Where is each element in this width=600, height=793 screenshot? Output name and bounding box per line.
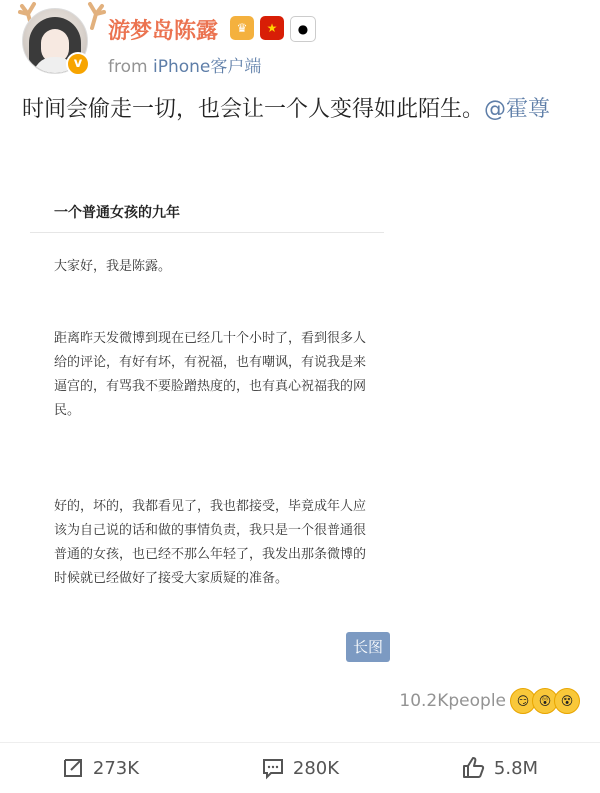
reaction-count: 10.2Kpeople (399, 691, 506, 711)
card-title: 一个普通女孩的九年 (54, 205, 180, 221)
comment-count: 280K (292, 757, 340, 779)
comment-icon (261, 756, 285, 780)
vip-crown-icon: ♛ (230, 16, 254, 40)
user-badges (230, 16, 316, 42)
mention-link[interactable]: @霍尊 (484, 97, 551, 122)
comment-button[interactable] (200, 743, 400, 793)
surprised-face-icon: 😲 (532, 688, 558, 714)
repost-icon (61, 756, 85, 780)
verified-badge-icon: v (66, 52, 90, 76)
source-prefix: from (108, 57, 153, 77)
card-paragraph: 好的，坏的，我都看见了，我也都接受，毕竟成年人应该为自己说的话和做的事情负责，我只是一个很普通很普通的女孩，也已经不那么年轻了，我发出那条微博的时候就已经做好了接受大家质疑的准备。 (54, 499, 367, 586)
action-toolbar (0, 742, 600, 793)
like-count: 5.8M (493, 757, 539, 779)
post-text (22, 92, 582, 128)
repost-button[interactable] (0, 743, 200, 793)
post-source (108, 52, 261, 77)
card-divider (30, 232, 384, 233)
thumbs-up-icon (462, 756, 486, 780)
source-device[interactable]: iPhone客户端 (152, 57, 262, 77)
username[interactable]: 游梦岛陈露 (108, 19, 219, 44)
long-image-card[interactable] (30, 185, 400, 690)
like-button[interactable] (400, 743, 600, 793)
long-image-badge: 长图 (346, 632, 390, 662)
post-body: 时间会偷走一切，也会让一个人变得如此陌生。 (22, 97, 485, 122)
card-paragraph: 距离昨天发微博到现在已经几十个小时了，看到很多人给的评论，有好有坏，有祝福，也有嘲讽，有说我是来逼宫的，有骂我不要脸蹭热度的，也有真心祝福我的网民。 (54, 331, 367, 418)
dizzy-face-icon: 😵 (554, 688, 580, 714)
post-header (0, 0, 600, 90)
china-flag-icon: ★ (260, 16, 284, 40)
reaction-summary[interactable] (399, 688, 580, 714)
card-paragraph: 大家好，我是陈露。 (54, 259, 172, 274)
repost-count: 273K (92, 757, 140, 779)
panda-icon: ● (290, 16, 316, 42)
smirk-face-icon: 😏 (510, 688, 536, 714)
